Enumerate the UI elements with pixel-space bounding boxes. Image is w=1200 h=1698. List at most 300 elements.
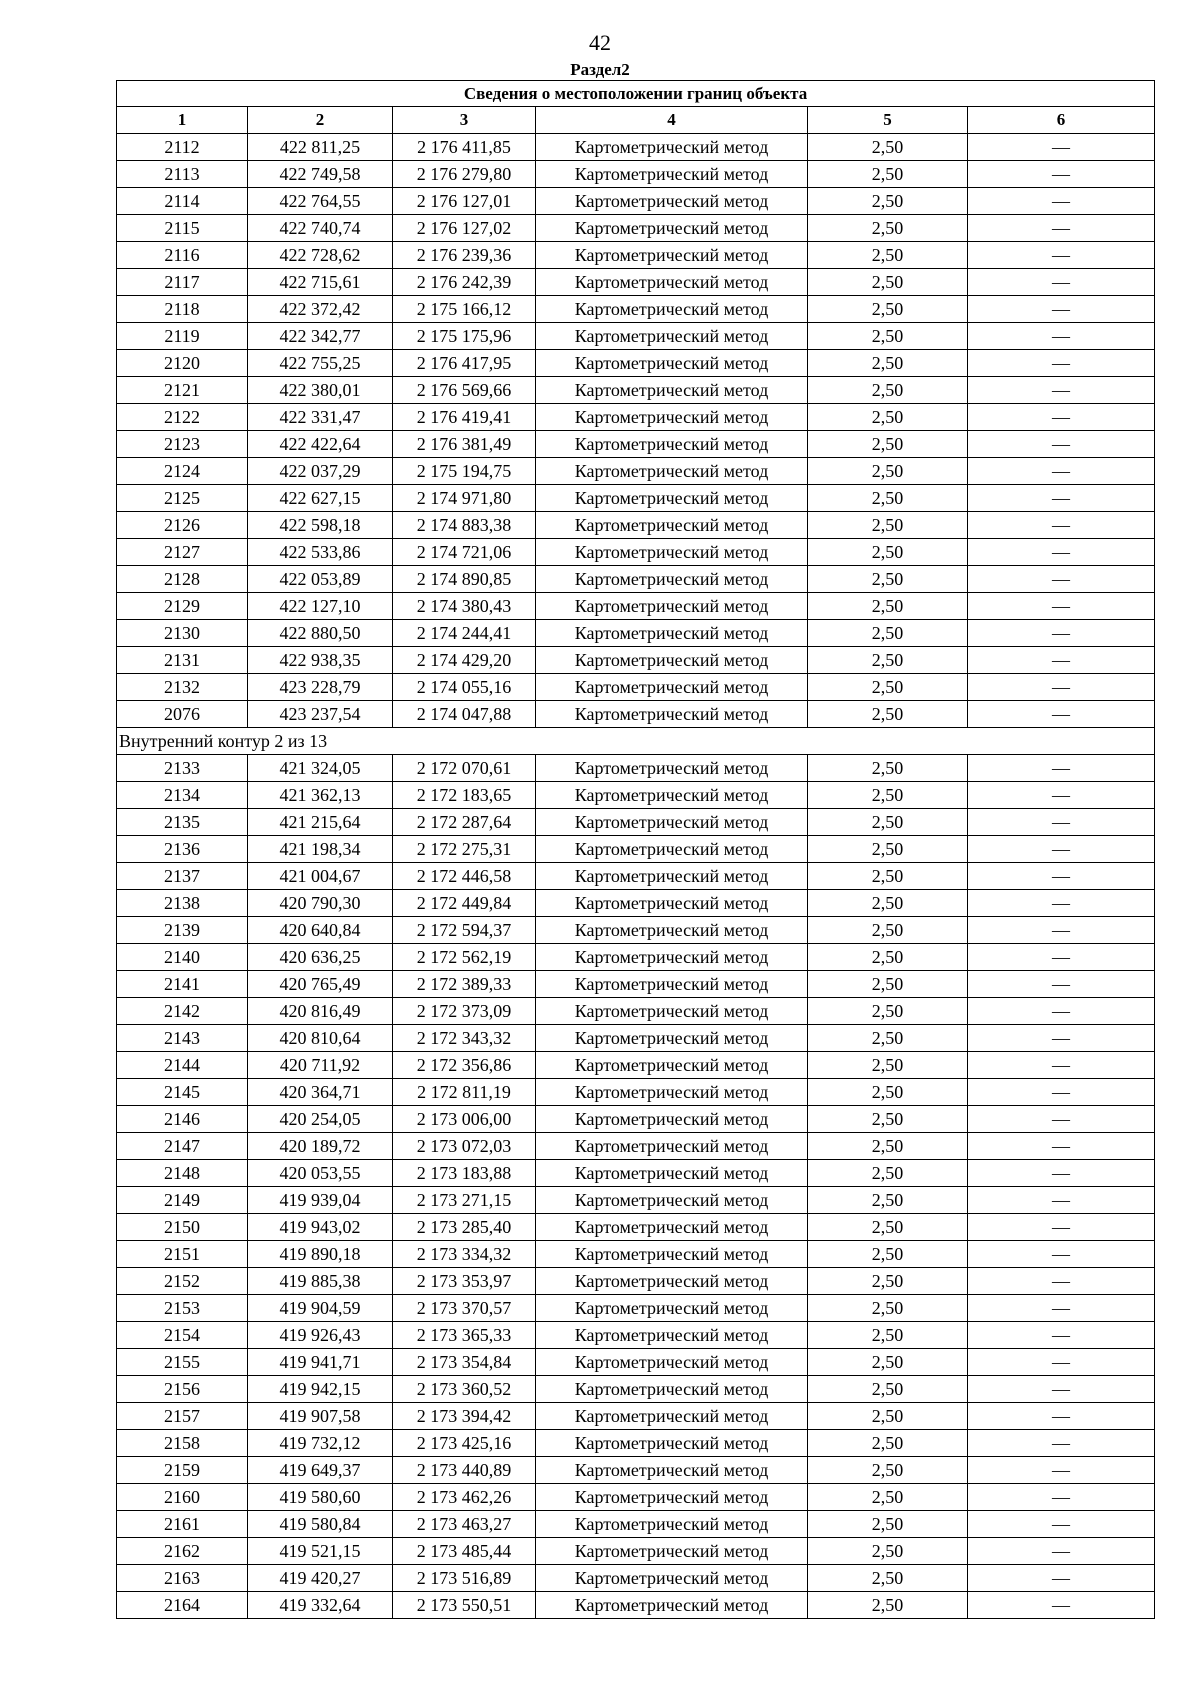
description-cell: — <box>968 1511 1155 1538</box>
description-cell: — <box>968 539 1155 566</box>
coordinate-x: 422 331,47 <box>248 404 393 431</box>
point-number: 2113 <box>117 161 248 188</box>
description-cell: — <box>968 377 1155 404</box>
table-caption-row <box>117 81 1155 107</box>
accuracy-cell: 2,50 <box>808 1376 968 1403</box>
description-cell: — <box>968 782 1155 809</box>
method-cell: Картометрический метод <box>536 998 808 1025</box>
coordinate-y: 2 173 440,89 <box>393 1457 536 1484</box>
coordinate-y: 2 172 343,32 <box>393 1025 536 1052</box>
table-row <box>117 593 1155 620</box>
coordinate-y: 2 173 370,57 <box>393 1295 536 1322</box>
column-header: 3 <box>393 107 536 134</box>
method-cell: Картометрический метод <box>536 1349 808 1376</box>
table-row <box>117 944 1155 971</box>
point-number: 2154 <box>117 1322 248 1349</box>
coordinate-y: 2 174 883,38 <box>393 512 536 539</box>
table-row <box>117 1052 1155 1079</box>
description-cell: — <box>968 242 1155 269</box>
method-cell: Картометрический метод <box>536 1133 808 1160</box>
description-cell: — <box>968 647 1155 674</box>
coordinate-y: 2 173 006,00 <box>393 1106 536 1133</box>
point-number: 2141 <box>117 971 248 998</box>
coordinate-y: 2 173 365,33 <box>393 1322 536 1349</box>
description-cell: — <box>968 1430 1155 1457</box>
coordinate-y: 2 172 562,19 <box>393 944 536 971</box>
coordinate-y: 2 174 055,16 <box>393 674 536 701</box>
method-cell: Картометрический метод <box>536 809 808 836</box>
method-cell: Картометрический метод <box>536 431 808 458</box>
coordinate-x: 419 941,71 <box>248 1349 393 1376</box>
accuracy-cell: 2,50 <box>808 1538 968 1565</box>
table-row <box>117 1430 1155 1457</box>
method-cell: Картометрический метод <box>536 350 808 377</box>
coordinate-x: 422 740,74 <box>248 215 393 242</box>
method-cell: Картометрический метод <box>536 1511 808 1538</box>
coordinate-x: 422 127,10 <box>248 593 393 620</box>
coordinate-y: 2 172 070,61 <box>393 755 536 782</box>
description-cell: — <box>968 890 1155 917</box>
coordinate-x: 419 890,18 <box>248 1241 393 1268</box>
point-number: 2123 <box>117 431 248 458</box>
coordinate-y: 2 172 373,09 <box>393 998 536 1025</box>
description-cell: — <box>968 566 1155 593</box>
table-row <box>117 809 1155 836</box>
point-number: 2119 <box>117 323 248 350</box>
description-cell: — <box>968 917 1155 944</box>
method-cell: Картометрический метод <box>536 1268 808 1295</box>
coordinate-y: 2 173 516,89 <box>393 1565 536 1592</box>
method-cell: Картометрический метод <box>536 1457 808 1484</box>
column-header: 5 <box>808 107 968 134</box>
coordinate-y: 2 173 485,44 <box>393 1538 536 1565</box>
accuracy-cell: 2,50 <box>808 701 968 728</box>
method-cell: Картометрический метод <box>536 971 808 998</box>
description-cell: — <box>968 998 1155 1025</box>
point-number: 2140 <box>117 944 248 971</box>
coordinate-y: 2 173 354,84 <box>393 1349 536 1376</box>
table-row <box>117 1025 1155 1052</box>
table-row <box>117 701 1155 728</box>
accuracy-cell: 2,50 <box>808 1457 968 1484</box>
point-number: 2155 <box>117 1349 248 1376</box>
accuracy-cell: 2,50 <box>808 485 968 512</box>
coordinate-x: 419 732,12 <box>248 1430 393 1457</box>
accuracy-cell: 2,50 <box>808 755 968 782</box>
table-row <box>117 1376 1155 1403</box>
coordinate-x: 420 711,92 <box>248 1052 393 1079</box>
accuracy-cell: 2,50 <box>808 836 968 863</box>
coordinate-x: 422 811,25 <box>248 134 393 161</box>
method-cell: Картометрический метод <box>536 512 808 539</box>
coordinate-y: 2 172 275,31 <box>393 836 536 863</box>
description-cell: — <box>968 134 1155 161</box>
point-number: 2124 <box>117 458 248 485</box>
table-row <box>117 782 1155 809</box>
method-cell: Картометрический метод <box>536 593 808 620</box>
method-cell: Картометрический метод <box>536 188 808 215</box>
point-number: 2151 <box>117 1241 248 1268</box>
method-cell: Картометрический метод <box>536 674 808 701</box>
description-cell: — <box>968 1322 1155 1349</box>
coordinate-y: 2 174 721,06 <box>393 539 536 566</box>
description-cell: — <box>968 1025 1155 1052</box>
table-row <box>117 1214 1155 1241</box>
description-cell: — <box>968 1484 1155 1511</box>
coordinate-x: 420 790,30 <box>248 890 393 917</box>
description-cell: — <box>968 269 1155 296</box>
accuracy-cell: 2,50 <box>808 215 968 242</box>
coordinate-x: 419 926,43 <box>248 1322 393 1349</box>
coordinate-y: 2 175 175,96 <box>393 323 536 350</box>
point-number: 2120 <box>117 350 248 377</box>
coordinate-y: 2 172 811,19 <box>393 1079 536 1106</box>
table-row <box>117 215 1155 242</box>
coordinate-y: 2 172 356,86 <box>393 1052 536 1079</box>
method-cell: Картометрический метод <box>536 701 808 728</box>
table-row <box>117 1268 1155 1295</box>
coordinate-x: 420 053,55 <box>248 1160 393 1187</box>
point-number: 2147 <box>117 1133 248 1160</box>
accuracy-cell: 2,50 <box>808 1403 968 1430</box>
method-cell: Картометрический метод <box>536 890 808 917</box>
method-cell: Картометрический метод <box>536 1376 808 1403</box>
coordinate-x: 420 364,71 <box>248 1079 393 1106</box>
method-cell: Картометрический метод <box>536 1538 808 1565</box>
description-cell: — <box>968 1592 1155 1619</box>
coordinate-y: 2 174 971,80 <box>393 485 536 512</box>
description-cell: — <box>968 1187 1155 1214</box>
coordinate-y: 2 173 285,40 <box>393 1214 536 1241</box>
table-row <box>117 377 1155 404</box>
table-row <box>117 620 1155 647</box>
column-header: 1 <box>117 107 248 134</box>
description-cell: — <box>968 1349 1155 1376</box>
table-row <box>117 863 1155 890</box>
point-number: 2130 <box>117 620 248 647</box>
accuracy-cell: 2,50 <box>808 1241 968 1268</box>
point-number: 2127 <box>117 539 248 566</box>
method-cell: Картометрический метод <box>536 539 808 566</box>
method-cell: Картометрический метод <box>536 863 808 890</box>
point-number: 2161 <box>117 1511 248 1538</box>
coordinate-y: 2 172 287,64 <box>393 809 536 836</box>
description-cell: — <box>968 458 1155 485</box>
point-number: 2145 <box>117 1079 248 1106</box>
coordinate-y: 2 174 244,41 <box>393 620 536 647</box>
point-number: 2115 <box>117 215 248 242</box>
accuracy-cell: 2,50 <box>808 512 968 539</box>
point-number: 2163 <box>117 1565 248 1592</box>
table-row <box>117 242 1155 269</box>
coordinate-x: 419 939,04 <box>248 1187 393 1214</box>
coordinate-y: 2 176 239,36 <box>393 242 536 269</box>
accuracy-cell: 2,50 <box>808 161 968 188</box>
table-row <box>117 1133 1155 1160</box>
coordinate-x: 422 422,64 <box>248 431 393 458</box>
accuracy-cell: 2,50 <box>808 647 968 674</box>
method-cell: Картометрический метод <box>536 323 808 350</box>
coordinate-x: 419 904,59 <box>248 1295 393 1322</box>
point-number: 2118 <box>117 296 248 323</box>
point-number: 2164 <box>117 1592 248 1619</box>
coordinate-y: 2 174 380,43 <box>393 593 536 620</box>
coordinate-y: 2 176 417,95 <box>393 350 536 377</box>
description-cell: — <box>968 296 1155 323</box>
method-cell: Картометрический метод <box>536 566 808 593</box>
description-cell: — <box>968 1052 1155 1079</box>
accuracy-cell: 2,50 <box>808 944 968 971</box>
coordinate-y: 2 173 360,52 <box>393 1376 536 1403</box>
point-number: 2157 <box>117 1403 248 1430</box>
table-caption: Сведения о местоположении границ объекта <box>117 81 1155 107</box>
point-number: 2125 <box>117 485 248 512</box>
description-cell: — <box>968 755 1155 782</box>
accuracy-cell: 2,50 <box>808 809 968 836</box>
point-number: 2153 <box>117 1295 248 1322</box>
point-number: 2146 <box>117 1106 248 1133</box>
coordinate-x: 422 728,62 <box>248 242 393 269</box>
accuracy-cell: 2,50 <box>808 998 968 1025</box>
accuracy-cell: 2,50 <box>808 1187 968 1214</box>
description-cell: — <box>968 1214 1155 1241</box>
coordinate-x: 420 816,49 <box>248 998 393 1025</box>
coordinate-x: 421 198,34 <box>248 836 393 863</box>
point-number: 2158 <box>117 1430 248 1457</box>
description-cell: — <box>968 593 1155 620</box>
table-row <box>117 1187 1155 1214</box>
table-row <box>117 1403 1155 1430</box>
point-number: 2159 <box>117 1457 248 1484</box>
method-cell: Картометрический метод <box>536 944 808 971</box>
description-cell: — <box>968 1403 1155 1430</box>
coordinate-x: 420 765,49 <box>248 971 393 998</box>
column-header: 2 <box>248 107 393 134</box>
description-cell: — <box>968 188 1155 215</box>
coordinate-x: 419 420,27 <box>248 1565 393 1592</box>
accuracy-cell: 2,50 <box>808 1106 968 1133</box>
coordinate-x: 422 342,77 <box>248 323 393 350</box>
coordinate-y: 2 172 594,37 <box>393 917 536 944</box>
table-body <box>117 134 1155 1619</box>
point-number: 2132 <box>117 674 248 701</box>
accuracy-cell: 2,50 <box>808 1484 968 1511</box>
coordinate-y: 2 176 411,85 <box>393 134 536 161</box>
column-header: 4 <box>536 107 808 134</box>
coordinate-x: 423 237,54 <box>248 701 393 728</box>
method-cell: Картометрический метод <box>536 1592 808 1619</box>
coordinate-x: 422 380,01 <box>248 377 393 404</box>
method-cell: Картометрический метод <box>536 1079 808 1106</box>
coordinate-x: 421 215,64 <box>248 809 393 836</box>
table-row <box>117 431 1155 458</box>
table-row <box>117 890 1155 917</box>
point-number: 2138 <box>117 890 248 917</box>
point-number: 2117 <box>117 269 248 296</box>
accuracy-cell: 2,50 <box>808 1025 968 1052</box>
table-row <box>117 1106 1155 1133</box>
method-cell: Картометрический метод <box>536 1187 808 1214</box>
coordinate-y: 2 176 242,39 <box>393 269 536 296</box>
table-row <box>117 1241 1155 1268</box>
coordinate-x: 419 942,15 <box>248 1376 393 1403</box>
method-cell: Картометрический метод <box>536 1052 808 1079</box>
table-row <box>117 755 1155 782</box>
coordinate-y: 2 173 334,32 <box>393 1241 536 1268</box>
point-number: 2135 <box>117 809 248 836</box>
coordinate-y: 2 173 183,88 <box>393 1160 536 1187</box>
accuracy-cell: 2,50 <box>808 1322 968 1349</box>
point-number: 2129 <box>117 593 248 620</box>
coordinate-y: 2 172 446,58 <box>393 863 536 890</box>
point-number: 2131 <box>117 647 248 674</box>
table-row <box>117 269 1155 296</box>
coordinate-x: 420 636,25 <box>248 944 393 971</box>
description-cell: — <box>968 161 1155 188</box>
coordinate-x: 422 764,55 <box>248 188 393 215</box>
method-cell: Картометрический метод <box>536 836 808 863</box>
point-number: 2114 <box>117 188 248 215</box>
method-cell: Картометрический метод <box>536 215 808 242</box>
coordinate-y: 2 174 890,85 <box>393 566 536 593</box>
boundary-coordinates-table <box>116 80 1155 1619</box>
accuracy-cell: 2,50 <box>808 134 968 161</box>
accuracy-cell: 2,50 <box>808 296 968 323</box>
accuracy-cell: 2,50 <box>808 188 968 215</box>
section-title: Раздел2 <box>570 60 630 79</box>
table-row <box>117 1457 1155 1484</box>
description-cell: — <box>968 350 1155 377</box>
table-row <box>117 1538 1155 1565</box>
column-header: 6 <box>968 107 1155 134</box>
description-cell: — <box>968 215 1155 242</box>
accuracy-cell: 2,50 <box>808 377 968 404</box>
coordinate-y: 2 172 183,65 <box>393 782 536 809</box>
accuracy-cell: 2,50 <box>808 674 968 701</box>
accuracy-cell: 2,50 <box>808 566 968 593</box>
method-cell: Картометрический метод <box>536 755 808 782</box>
accuracy-cell: 2,50 <box>808 1133 968 1160</box>
table-row <box>117 1565 1155 1592</box>
point-number: 2128 <box>117 566 248 593</box>
coordinate-x: 419 580,60 <box>248 1484 393 1511</box>
table-row <box>117 512 1155 539</box>
accuracy-cell: 2,50 <box>808 1079 968 1106</box>
coordinate-y: 2 175 166,12 <box>393 296 536 323</box>
description-cell: — <box>968 701 1155 728</box>
method-cell: Картометрический метод <box>536 1403 808 1430</box>
method-cell: Картометрический метод <box>536 134 808 161</box>
table-row <box>117 323 1155 350</box>
method-cell: Картометрический метод <box>536 1106 808 1133</box>
point-number: 2139 <box>117 917 248 944</box>
accuracy-cell: 2,50 <box>808 1052 968 1079</box>
accuracy-cell: 2,50 <box>808 863 968 890</box>
method-cell: Картометрический метод <box>536 782 808 809</box>
method-cell: Картометрический метод <box>536 620 808 647</box>
coordinate-x: 419 521,15 <box>248 1538 393 1565</box>
method-cell: Картометрический метод <box>536 1241 808 1268</box>
accuracy-cell: 2,50 <box>808 269 968 296</box>
table-row <box>117 1511 1155 1538</box>
method-cell: Картометрический метод <box>536 161 808 188</box>
table-row <box>117 566 1155 593</box>
table-row <box>117 647 1155 674</box>
description-cell: — <box>968 809 1155 836</box>
coordinate-x: 421 324,05 <box>248 755 393 782</box>
method-cell: Картометрический метод <box>536 404 808 431</box>
coordinate-x: 422 715,61 <box>248 269 393 296</box>
point-number: 2149 <box>117 1187 248 1214</box>
accuracy-cell: 2,50 <box>808 1430 968 1457</box>
coordinate-y: 2 173 462,26 <box>393 1484 536 1511</box>
table-row <box>117 971 1155 998</box>
contour-label: Внутренний контур 2 из 13 <box>117 728 1155 755</box>
coordinate-x: 422 372,42 <box>248 296 393 323</box>
description-cell: — <box>968 485 1155 512</box>
method-cell: Картометрический метод <box>536 458 808 485</box>
table-row <box>117 1295 1155 1322</box>
accuracy-cell: 2,50 <box>808 1214 968 1241</box>
table-row <box>117 674 1155 701</box>
point-number: 2133 <box>117 755 248 782</box>
description-cell: — <box>968 1457 1155 1484</box>
table-row <box>117 917 1155 944</box>
point-number: 2134 <box>117 782 248 809</box>
table-row <box>117 188 1155 215</box>
description-cell: — <box>968 512 1155 539</box>
coordinate-y: 2 173 550,51 <box>393 1592 536 1619</box>
page-number: 42 <box>589 30 611 55</box>
method-cell: Картометрический метод <box>536 1484 808 1511</box>
accuracy-cell: 2,50 <box>808 1511 968 1538</box>
coordinate-y: 2 176 127,02 <box>393 215 536 242</box>
accuracy-cell: 2,50 <box>808 1592 968 1619</box>
description-cell: — <box>968 1538 1155 1565</box>
method-cell: Картометрический метод <box>536 1565 808 1592</box>
accuracy-cell: 2,50 <box>808 431 968 458</box>
contour-row <box>117 728 1155 755</box>
point-number: 2136 <box>117 836 248 863</box>
method-cell: Картометрический метод <box>536 1322 808 1349</box>
coordinate-x: 419 649,37 <box>248 1457 393 1484</box>
method-cell: Картометрический метод <box>536 647 808 674</box>
coordinate-x: 422 053,89 <box>248 566 393 593</box>
point-number: 2121 <box>117 377 248 404</box>
method-cell: Картометрический метод <box>536 269 808 296</box>
coordinate-x: 419 332,64 <box>248 1592 393 1619</box>
coordinate-y: 2 173 463,27 <box>393 1511 536 1538</box>
coordinate-y: 2 173 271,15 <box>393 1187 536 1214</box>
description-cell: — <box>968 1106 1155 1133</box>
coordinate-x: 422 938,35 <box>248 647 393 674</box>
coordinate-x: 421 362,13 <box>248 782 393 809</box>
description-cell: — <box>968 1079 1155 1106</box>
description-cell: — <box>968 323 1155 350</box>
description-cell: — <box>968 620 1155 647</box>
accuracy-cell: 2,50 <box>808 323 968 350</box>
coordinate-y: 2 176 127,01 <box>393 188 536 215</box>
accuracy-cell: 2,50 <box>808 971 968 998</box>
accuracy-cell: 2,50 <box>808 917 968 944</box>
table-row <box>117 296 1155 323</box>
accuracy-cell: 2,50 <box>808 593 968 620</box>
table-row <box>117 404 1155 431</box>
table-row <box>117 1592 1155 1619</box>
point-number: 2116 <box>117 242 248 269</box>
coordinate-x: 420 810,64 <box>248 1025 393 1052</box>
coordinate-x: 422 755,25 <box>248 350 393 377</box>
